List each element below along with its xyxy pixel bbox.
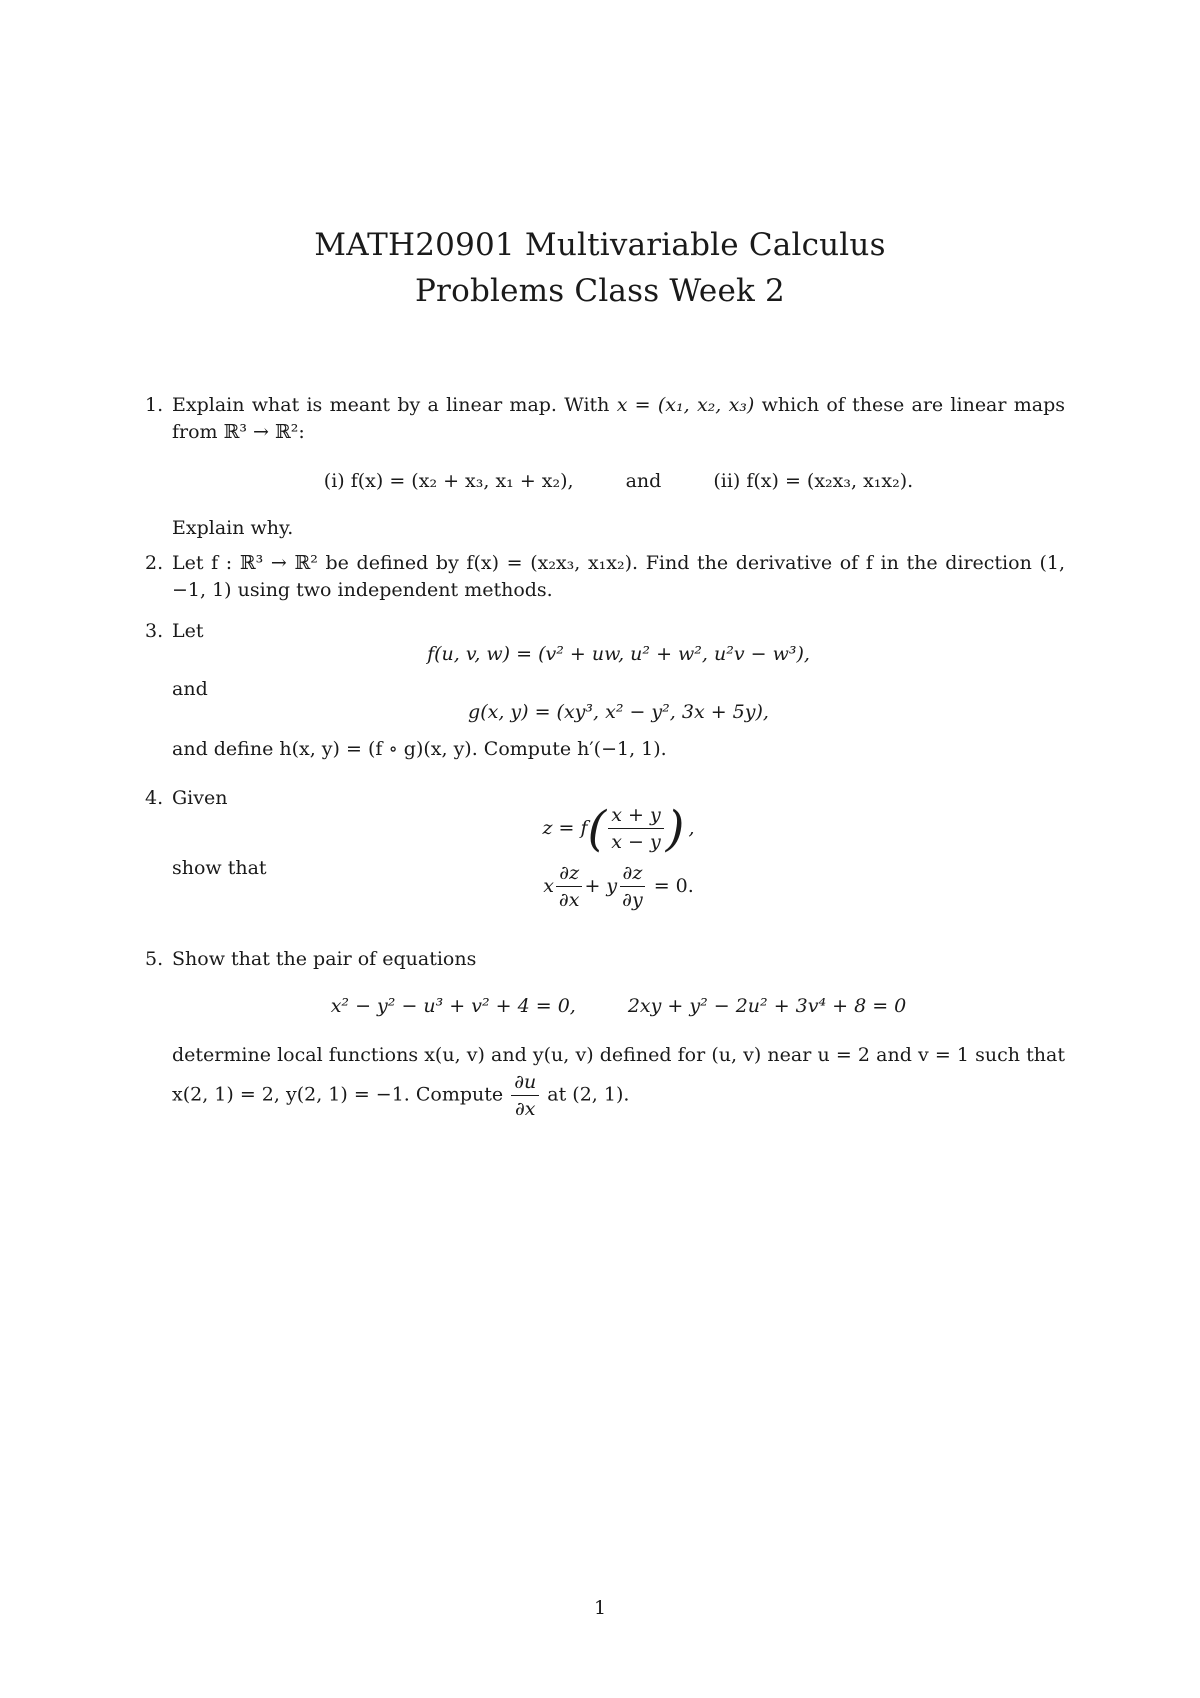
fraction-du-dx xyxy=(511,1069,539,1122)
z-lhs: z = f xyxy=(542,817,588,839)
question-1 xyxy=(145,392,1066,542)
question-5 xyxy=(145,946,1065,1122)
question-4-given: Given xyxy=(172,787,228,809)
x-coefficient: x xyxy=(543,875,554,897)
fraction-xy xyxy=(608,802,663,855)
map-ii: (ii) f(x) = (x₂x₃, x₁x₂). xyxy=(713,470,914,492)
equation-2: 2xy + y² − 2u² + 3v⁴ + 8 = 0 xyxy=(627,995,907,1017)
and-word: and xyxy=(625,470,662,492)
fraction-denominator: x − y xyxy=(611,831,661,853)
fraction-dz-dx xyxy=(556,860,583,913)
partial-x: ∂x xyxy=(514,1098,536,1120)
equation-comma: , xyxy=(688,817,695,839)
question-1-intro-b: which of these are linear maps from ℝ³ → ℝ²: xyxy=(172,394,1066,443)
fraction-numerator: x + y xyxy=(608,802,663,829)
question-5-outro xyxy=(172,1042,1065,1122)
question-2 xyxy=(145,550,1065,604)
partial-x: ∂x xyxy=(558,889,580,911)
question-5-outro-b: at (2, 1). xyxy=(547,1083,630,1106)
partial-z: ∂z xyxy=(556,860,582,887)
question-1-intro-a: Explain what is meant by a linear map. With xyxy=(172,394,617,416)
question-number: 4. xyxy=(145,787,164,809)
partial-u: ∂u xyxy=(511,1069,539,1096)
question-5-equations xyxy=(172,993,1065,1020)
equals-zero: = 0. xyxy=(653,875,694,897)
plus-y: + y xyxy=(584,875,618,897)
equation-f: f(u, v, w) = (v² + uw, u² + w², u²v − w³), xyxy=(427,643,810,665)
question-number: 3. xyxy=(145,620,164,642)
fraction-dz-dy xyxy=(619,860,646,913)
question-5-intro: Show that the pair of equations xyxy=(172,948,477,970)
question-3-and: and xyxy=(172,678,208,700)
equation-pde xyxy=(172,860,1065,913)
question-3-let: Let xyxy=(172,620,204,642)
partial-y: ∂y xyxy=(622,889,643,911)
partial-z: ∂z xyxy=(620,860,646,887)
question-1-outro: Explain why. xyxy=(172,517,294,539)
question-5-outro-a: determine local functions x(u, v) and y(u, v) defined for (u, v) near u = 2 and v = 1 such that x(2, 1) = 2, y(2, 1) = −1. Compute xyxy=(172,1044,1065,1106)
map-i: (i) f(x) = (x₂ + x₃, x₁ + x₂), xyxy=(323,470,574,492)
question-3 xyxy=(145,618,1065,763)
title-block xyxy=(0,222,1200,314)
page-number: 1 xyxy=(593,1597,607,1619)
question-1-maps xyxy=(172,468,1065,495)
question-4 xyxy=(145,785,1065,913)
question-1-intro xyxy=(172,392,1065,446)
question-2-text: Let f : ℝ³ → ℝ² be defined by f(x) = (x₂x₃, x₁x₂). Find the derivative of f in the direction (1, −1, 1) using two independent methods. xyxy=(172,552,1065,601)
equation-z xyxy=(172,802,1065,855)
right-paren: ) xyxy=(665,800,685,857)
question-1-vector: x = (x₁, x₂, x₃) xyxy=(616,394,755,416)
question-4-show-that: show that xyxy=(172,857,267,879)
equation-g: g(x, y) = (xy³, x² − y², 3x + 5y), xyxy=(468,701,769,723)
equation-1: x² − y² − u³ + v² + 4 = 0, xyxy=(330,995,576,1017)
question-3-outro: and define h(x, y) = (f ∘ g)(x, y). Compute h′(−1, 1). xyxy=(172,738,667,760)
question-number: 2. xyxy=(145,552,164,574)
worksheet-title: Problems Class Week 2 xyxy=(415,273,785,309)
course-title: MATH20901 Multivariable Calculus xyxy=(314,227,886,263)
question-number: 1. xyxy=(145,394,164,416)
question-number: 5. xyxy=(145,948,164,970)
left-paren: ( xyxy=(587,800,607,857)
